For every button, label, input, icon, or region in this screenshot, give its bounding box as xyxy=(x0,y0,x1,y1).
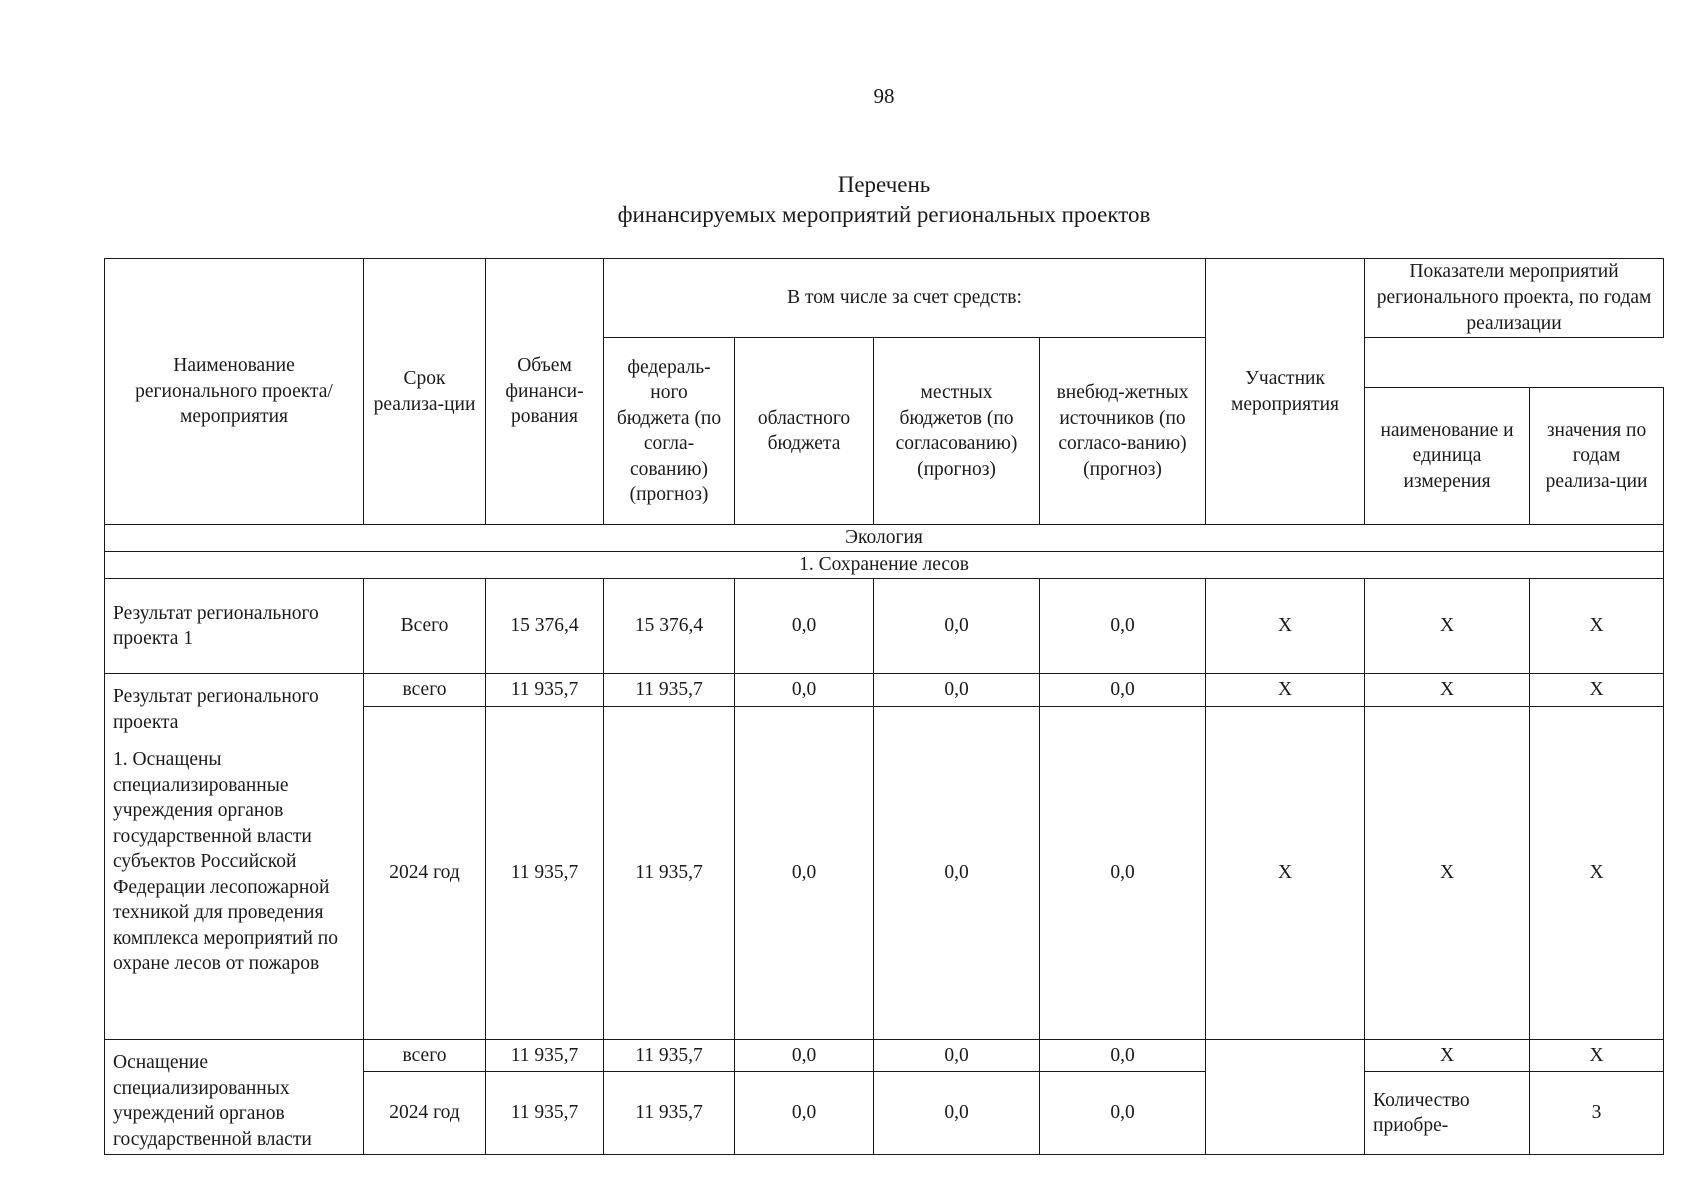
row-indicator-values: X xyxy=(1530,674,1664,707)
section-ecology: Экология xyxy=(105,525,1664,552)
row-indicator-values: X xyxy=(1530,1040,1664,1072)
row-volume: 11 935,7 xyxy=(486,1072,604,1155)
header-federal: федераль-ного бюджета (по согла-сованию) (прогноз) xyxy=(604,338,735,525)
row-regional: 0,0 xyxy=(735,707,874,1040)
row-name: Оснащение специализированных учреждений органов государственной власти xyxy=(105,1040,364,1155)
row-local: 0,0 xyxy=(874,1040,1040,1072)
row-name-line-2: 1. Оснащены специализированные учреждения органов государственной власти субъектов Российской Федерации лесопожарной техникой для проведения комплекса мероприятий по охране лесов от пожаров xyxy=(113,749,338,974)
header-local: местных бюджетов (по согласованию) (прогноз) xyxy=(874,338,1040,525)
section-forest: 1. Сохранение лесов xyxy=(105,552,1664,579)
row-name-line-1: Результат регионального проекта xyxy=(113,686,319,733)
row-regional: 0,0 xyxy=(735,579,874,674)
row-indicator-name: X xyxy=(1365,579,1530,674)
row-name xyxy=(105,674,364,1040)
row-local: 0,0 xyxy=(874,579,1040,674)
header-regional: областного бюджета xyxy=(735,338,874,525)
row-federal: 15 376,4 xyxy=(604,579,735,674)
row-indicator-values: X xyxy=(1530,707,1664,1040)
row-indicator-values: X xyxy=(1530,579,1664,674)
header-volume: Объем финанси-рования xyxy=(486,259,604,525)
row-term: всего xyxy=(364,674,486,707)
row-local: 0,0 xyxy=(874,1072,1040,1155)
row-extrabudget: 0,0 xyxy=(1040,707,1206,1040)
header-indicator-values: значения по годам реализа-ции xyxy=(1530,388,1664,525)
funding-table xyxy=(104,258,1664,1155)
row-volume: 11 935,7 xyxy=(486,707,604,1040)
row-local: 0,0 xyxy=(874,707,1040,1040)
header-indicators-group: Показатели мероприятий регионального проекта, по годам реализации xyxy=(1365,259,1664,338)
row-participant: X xyxy=(1206,674,1365,707)
row-name: Результат регионального проекта 1 xyxy=(105,579,364,674)
header-extrabudget: внебюд-жетных источников (по согласо-ванию) (прогноз) xyxy=(1040,338,1206,525)
row-regional: 0,0 xyxy=(735,674,874,707)
row-volume: 11 935,7 xyxy=(486,1040,604,1072)
row-indicator-name: Количество приобре- xyxy=(1365,1072,1530,1155)
row-participant: X xyxy=(1206,707,1365,1040)
title-line-2: финансируемых мероприятий региональных проектов xyxy=(617,202,1151,227)
row-term: 2024 год xyxy=(364,1072,486,1155)
row-indicator-name: X xyxy=(1365,1040,1530,1072)
row-extrabudget: 0,0 xyxy=(1040,1072,1206,1155)
row-term: Всего xyxy=(364,579,486,674)
row-term: 2024 год xyxy=(364,707,486,1040)
row-federal: 11 935,7 xyxy=(604,1072,735,1155)
table-row xyxy=(105,1040,1664,1072)
header-term: Срок реализа-ции xyxy=(364,259,486,525)
row-regional: 0,0 xyxy=(735,1040,874,1072)
row-participant xyxy=(1206,1040,1365,1155)
row-regional: 0,0 xyxy=(735,1072,874,1155)
table-row xyxy=(105,674,1664,707)
table-row xyxy=(105,579,1664,674)
row-extrabudget: 0,0 xyxy=(1040,579,1206,674)
row-indicator-values: 3 xyxy=(1530,1072,1664,1155)
row-indicator-name: X xyxy=(1365,707,1530,1040)
header-funding-group: В том числе за счет средств: xyxy=(604,259,1206,338)
row-federal: 11 935,7 xyxy=(604,1040,735,1072)
title-line-1: Перечень xyxy=(837,172,931,197)
row-extrabudget: 0,0 xyxy=(1040,1040,1206,1072)
page-number: 98 xyxy=(873,84,895,108)
header-name: Наименование регионального проекта/ мероприятия xyxy=(105,259,364,525)
header-indicator-name: наименование и единица измерения xyxy=(1365,388,1530,525)
row-extrabudget: 0,0 xyxy=(1040,674,1206,707)
row-indicator-name: X xyxy=(1365,674,1530,707)
header-participant: Участник мероприятия xyxy=(1206,259,1365,525)
document-title xyxy=(0,170,1698,230)
row-local: 0,0 xyxy=(874,674,1040,707)
row-federal: 11 935,7 xyxy=(604,674,735,707)
row-federal: 11 935,7 xyxy=(604,707,735,1040)
row-volume: 15 376,4 xyxy=(486,579,604,674)
row-participant: X xyxy=(1206,579,1365,674)
row-volume: 11 935,7 xyxy=(486,674,604,707)
row-term: всего xyxy=(364,1040,486,1072)
